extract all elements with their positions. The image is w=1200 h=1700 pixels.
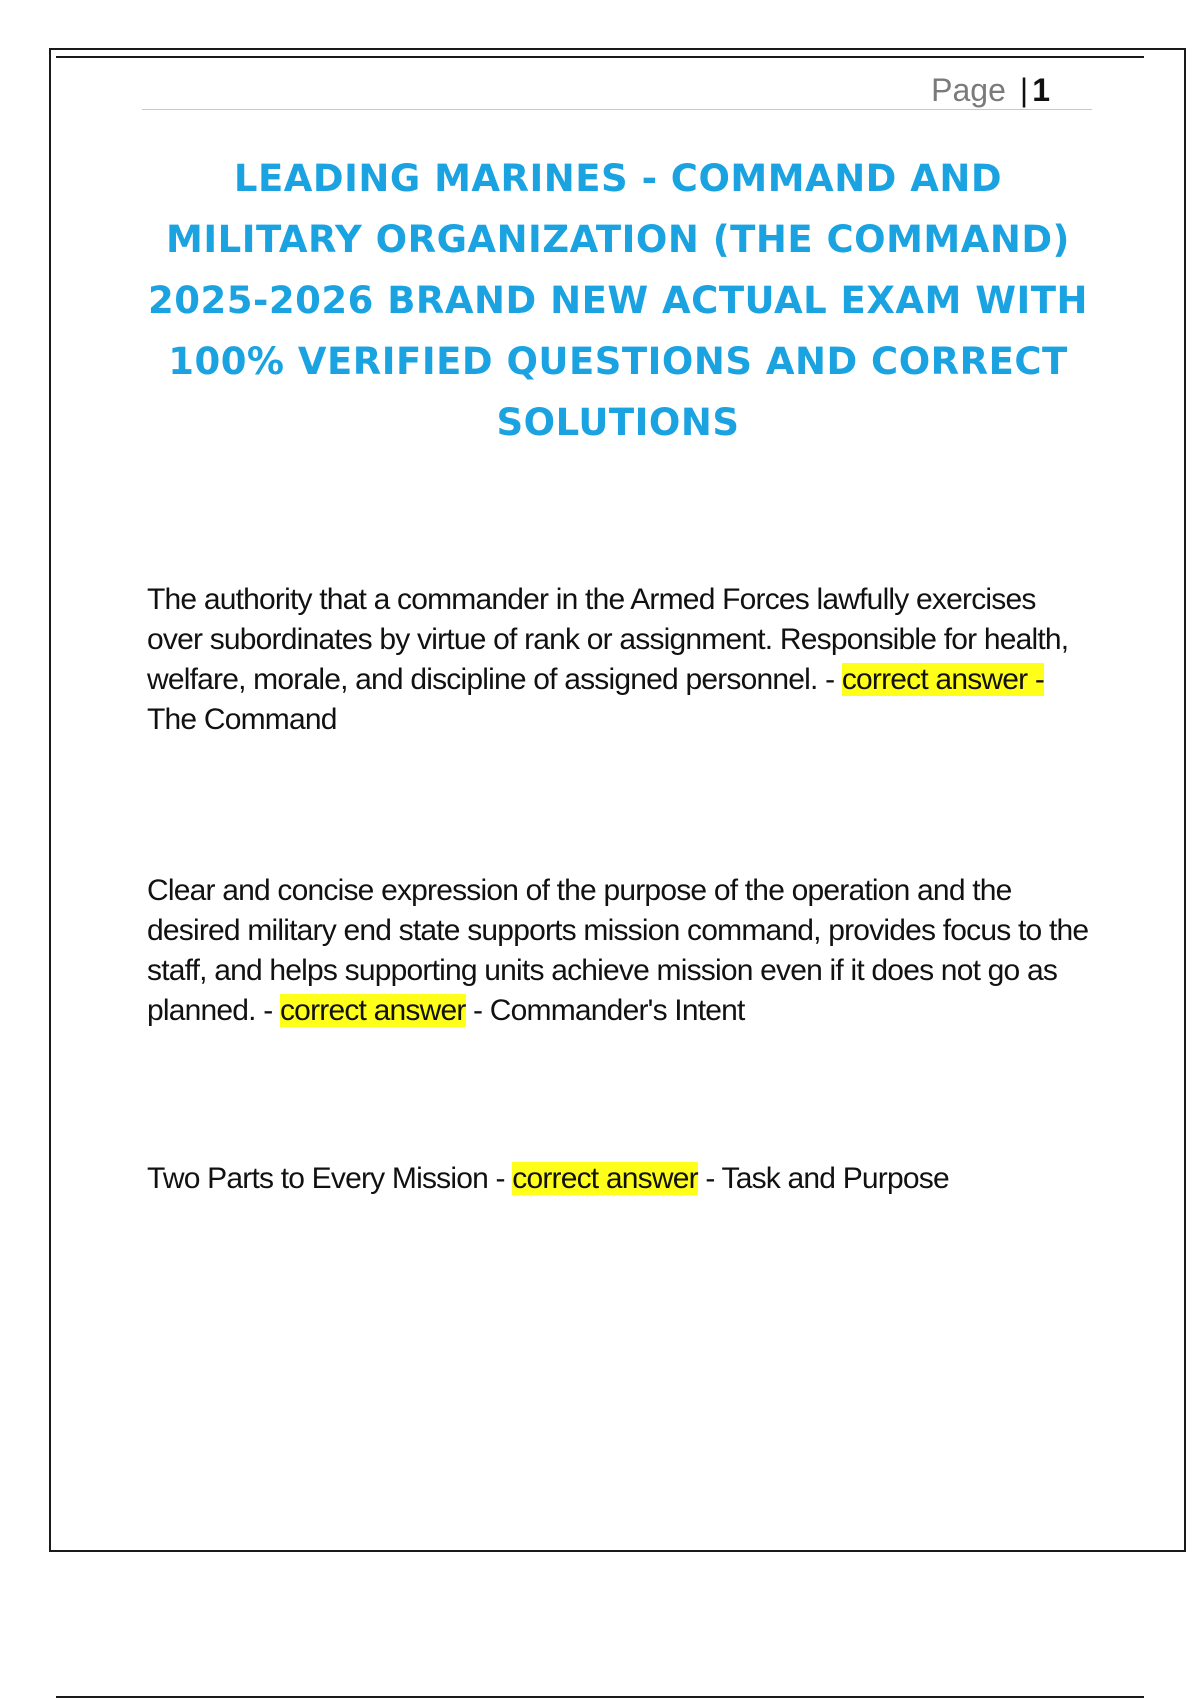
page-separator: | [1019, 72, 1029, 108]
separator: - [255, 994, 280, 1027]
header-divider [142, 109, 1092, 110]
answer-text: Commander's Intent [489, 994, 745, 1027]
top-rule [56, 56, 1144, 58]
qa-item-3 [147, 1159, 1097, 1199]
question-text: The authority that a commander in the Armed Forces lawfully exercises over subordinates by virtue of rank or assignment. Responsible for health, welfare, morale, and discipline of assigned personnel. [147, 583, 1069, 696]
correct-answer-marker: correct answer [512, 1162, 698, 1195]
correct-answer-marker: correct answer - [841, 663, 1045, 696]
document-title: LEADING MARINES - COMMAND AND MILITARY ORGANIZATION (THE COMMAND) 2025-2026 BRAND NEW ACTUAL EXAM WITH 100% VERIFIED QUESTIONS AND CORRECT SOLUTIONS [148, 157, 1088, 444]
separator: - [817, 663, 842, 696]
separator: - [697, 1162, 722, 1195]
separator: - [487, 1162, 513, 1195]
page-label: Page [931, 72, 1006, 108]
correct-answer-marker: correct answer [279, 994, 466, 1027]
page-number: 1 [1032, 72, 1050, 108]
next-page-top-rule [56, 1696, 1144, 1698]
question-text: Two Parts to Every Mission [147, 1162, 488, 1195]
qa-item-1 [147, 580, 1097, 740]
question-text: Clear and concise expression of the purpose of the operation and the desired military end state supports mission command, provides focus to the staff, and helps supporting units achieve mission even if it does not go as planned. [147, 874, 1089, 1027]
answer-text: The Command [147, 703, 337, 736]
answer-text: Task and Purpose [721, 1162, 949, 1195]
separator: - [465, 994, 490, 1027]
qa-item-2 [147, 871, 1097, 1031]
page-number-header [931, 70, 1050, 110]
